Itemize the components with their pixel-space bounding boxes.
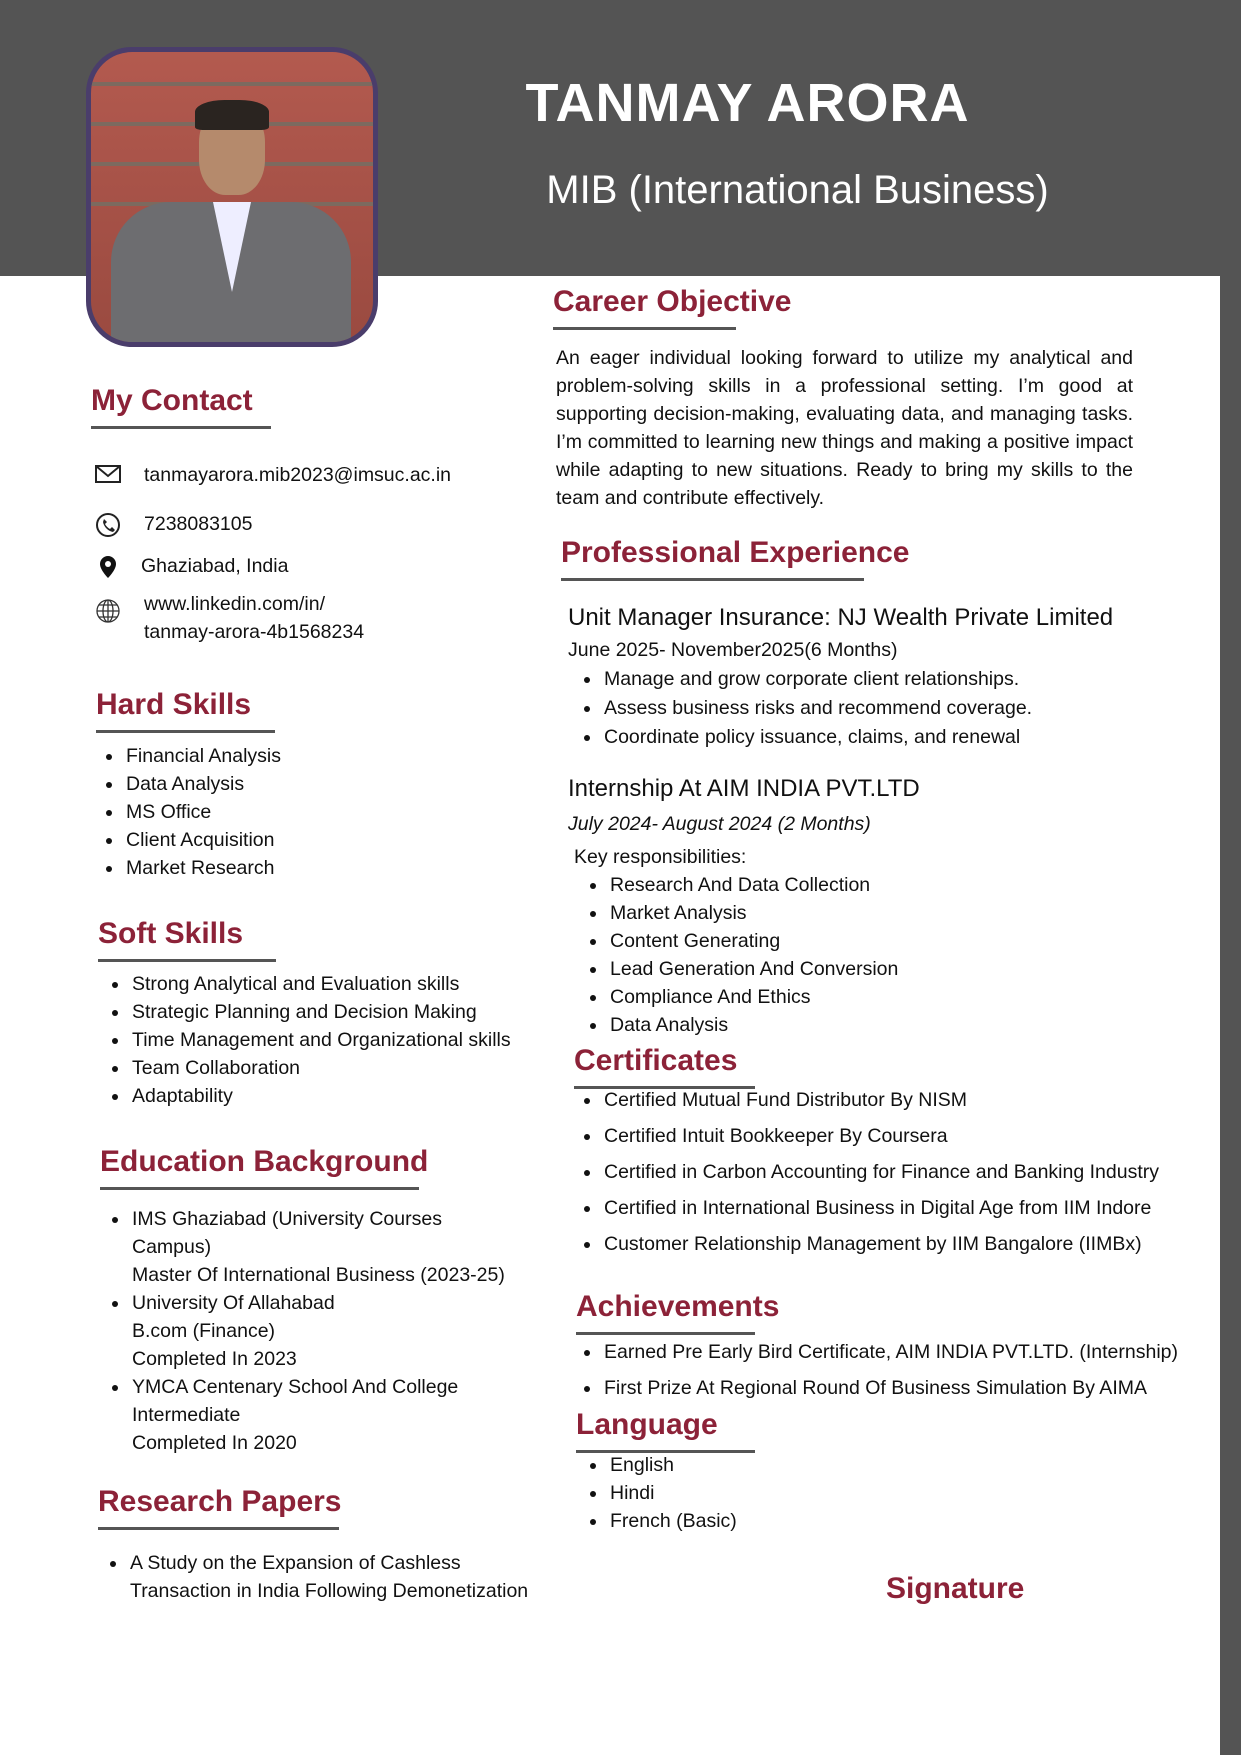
list-item: Certified Intuit Bookkeeper By Coursera [580,1122,1159,1150]
list-item: Content Generating [586,927,898,955]
education-school: University Of Allahabad [132,1292,335,1314]
education-detail: Campus) [132,1236,212,1258]
language-list [586,1451,737,1535]
education-school: IMS Ghaziabad (University Courses [132,1208,442,1230]
education-item [108,1205,505,1289]
list-item: Manage and grow corporate client relationships. [580,665,1032,694]
soft-skills-heading: Soft Skills [98,917,276,962]
candidate-name: TANMAY ARORA [525,73,970,133]
candidate-title: MIB (International Business) [546,168,1049,212]
education-degree: Master Of International Business (2023-25) [132,1264,505,1286]
list-item: Team Collaboration [108,1054,511,1082]
list-item: MS Office [102,798,281,826]
education-degree: B.com (Finance) [132,1320,276,1342]
achievements-list [580,1338,1178,1410]
education-school: YMCA Centenary School And College [132,1376,459,1398]
research-title-line-1: A Study on the Expansion of Cashless [130,1552,461,1574]
list-item: English [586,1451,737,1479]
job-dates: June 2025- November2025(6 Months) [568,639,898,661]
email-icon [94,460,122,488]
list-item: Hindi [586,1479,737,1507]
soft-skills-list [108,970,511,1110]
list-item: Market Analysis [586,899,898,927]
list-item: Assess business risks and recommend coverage. [580,694,1032,723]
linkedin-line-1: www.linkedin.com/in/ [144,593,325,615]
list-item: Coordinate policy issuance, claims, and renewal [580,723,1032,752]
list-item: French (Basic) [586,1507,737,1535]
education-list [108,1205,505,1457]
education-item [108,1373,505,1457]
list-item: Certified in Carbon Accounting for Finance and Banking Industry [580,1158,1159,1186]
profile-photo [86,47,378,347]
list-item: Client Acquisition [102,826,281,854]
list-item: Earned Pre Early Bird Certificate, AIM INDIA PVT.LTD. (Internship) [580,1338,1178,1366]
list-item: Adaptability [108,1082,511,1110]
education-year: Completed In 2020 [132,1432,297,1454]
hard-skills-heading: Hard Skills [96,688,275,733]
list-item: First Prize At Regional Round Of Business Simulation By AIMA [580,1374,1178,1402]
career-objective-heading: Career Objective [553,285,736,330]
list-item: Compliance And Ethics [586,983,898,1011]
list-item: Research And Data Collection [586,871,898,899]
contact-heading: My Contact [91,384,271,429]
list-item: Strong Analytical and Evaluation skills [108,970,511,998]
career-objective-text: An eager individual looking forward to utilize my analytical and problem-solving skills in a professional setting. I’m good at supporting decision-making, evaluating data, and managing tasks. I’m committed to learning new things and making a positive impact while adapting to new situations. Ready to bring my skills to the team and contribute effectively. [556,347,1133,509]
phone-icon [94,511,122,539]
list-item: Data Analysis [586,1011,898,1039]
education-item [108,1289,505,1373]
contact-email[interactable]: tanmayarora.mib2023@imsuc.ac.in [144,464,452,486]
hard-skills-list [102,742,281,882]
job-title: Internship At AIM INDIA PVT.LTD [568,775,920,802]
list-item: Lead Generation And Conversion [586,955,898,983]
side-strip [1220,0,1241,1755]
location-pin-icon [94,553,122,581]
list-item: Data Analysis [102,770,281,798]
research-heading: Research Papers [98,1485,339,1530]
list-item: Certified Mutual Fund Distributor By NISM [580,1086,1159,1114]
education-year: Completed In 2023 [132,1348,297,1370]
signature-label: Signature [886,1572,1025,1605]
certificates-list [580,1086,1159,1266]
list-item: Time Management and Organizational skills [108,1026,511,1054]
list-item: Financial Analysis [102,742,281,770]
responsibilities-label: Key responsibilities: [574,846,747,868]
list-item: Customer Relationship Management by IIM Bangalore (IIMBx) [580,1230,1159,1258]
research-list [106,1549,528,1605]
job-dates: July 2024- August 2024 (2 Months) [568,813,871,835]
list-item: Market Research [102,854,281,882]
research-title-line-2: Transaction in India Following Demonetization [130,1580,529,1602]
job-title: Unit Manager Insurance: NJ Wealth Private Limited [568,604,1114,631]
contact-phone: 7238083105 [144,513,253,535]
list-item: Strategic Planning and Decision Making [108,998,511,1026]
language-heading: Language [576,1408,755,1453]
globe-icon [94,597,122,625]
achievements-heading: Achievements [576,1290,755,1335]
job-duties [580,665,1032,752]
education-heading: Education Background [100,1145,419,1190]
certificates-heading: Certificates [574,1044,755,1089]
contact-linkedin[interactable] [144,590,364,646]
research-item [106,1549,528,1605]
linkedin-line-2: tanmay-arora-4b1568234 [144,621,365,643]
education-degree: Intermediate [132,1404,241,1426]
job-duties [586,871,898,1039]
contact-location: Ghaziabad, India [141,555,289,577]
list-item: Certified in International Business in Digital Age from IIM Indore [580,1194,1159,1222]
experience-heading: Professional Experience [561,536,864,581]
